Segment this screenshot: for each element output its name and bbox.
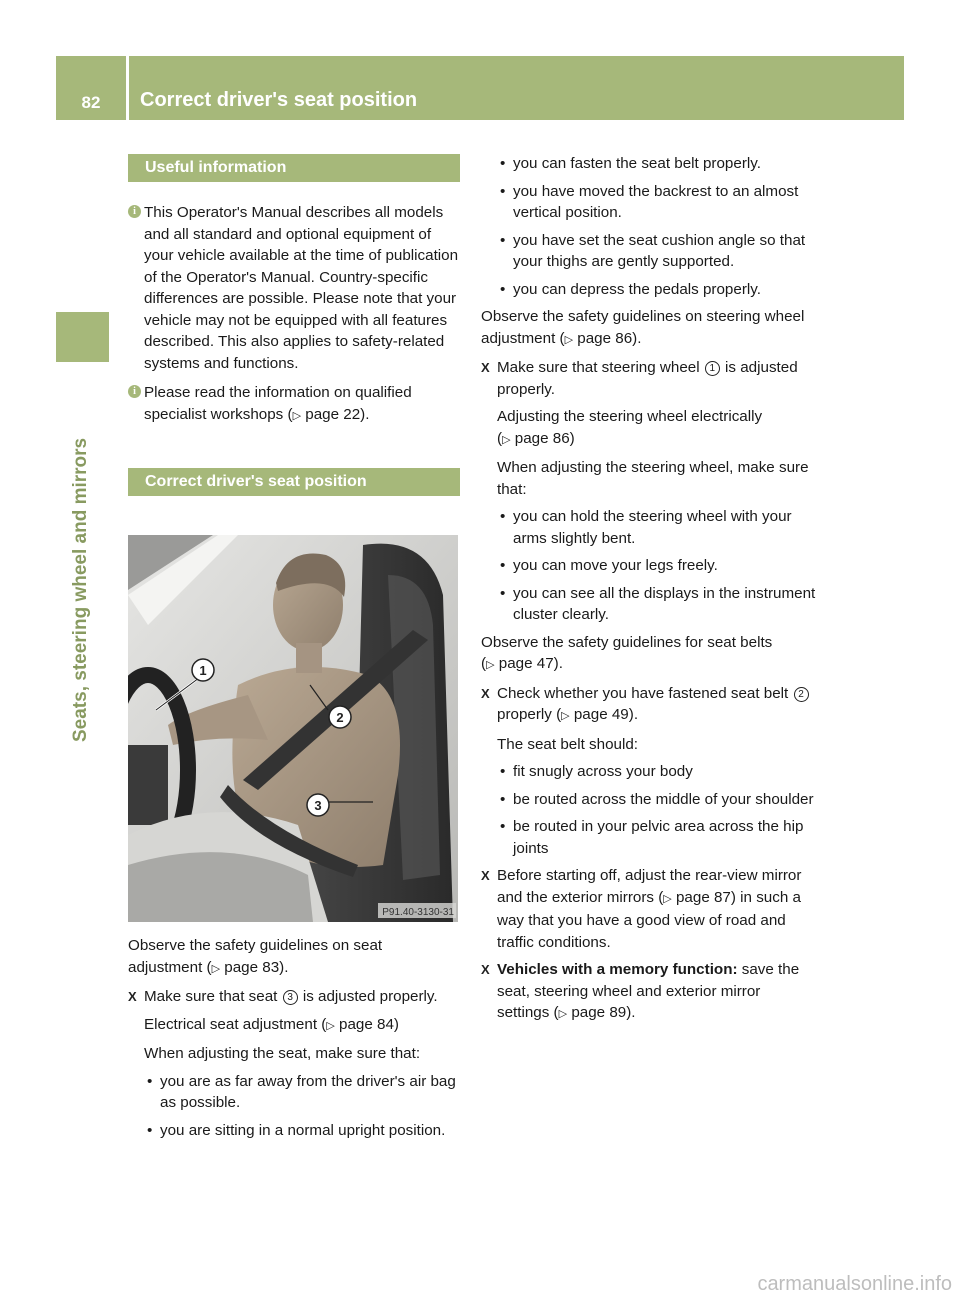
callout-ref: 3 — [283, 990, 298, 1005]
instruction-step: X Before starting off, adjust the rear-view mirror and the exterior mirrors (▷ page 87) in such a way that you have a good view of road and traffic conditions. — [481, 867, 802, 951]
step-marker-icon: X — [481, 685, 490, 701]
info-note — [128, 202, 460, 374]
step-marker-icon: X — [481, 360, 490, 375]
callout-ref: 1 — [705, 361, 720, 376]
instruction-step: X Vehicles with a memory function: save the seat, steering wheel and exterior mirror settings (▷ page 89). — [481, 961, 800, 1021]
left-column-bottom — [128, 935, 460, 1141]
instruction-step: X Make sure that steering wheel 1 is adjusted properly. Adjusting the steering wheel electrically (▷ page 86) When adjusting the steering wheel, make sure that: — [481, 359, 809, 498]
svg-text:1: 1 — [199, 663, 207, 678]
callout-1 — [192, 659, 214, 681]
callout-ref: 2 — [794, 687, 809, 702]
bullet-item: • you are as far away from the driver's air bag as possible. — [147, 1072, 456, 1111]
left-column-top — [128, 154, 460, 496]
page-number-box — [56, 56, 126, 120]
page-ref-link[interactable]: page 84) — [339, 1015, 399, 1033]
bullet-item: • you can depress the pedals properly. — [500, 280, 761, 298]
bullet-item: • you have moved the backrest to an almost vertical position. — [500, 182, 799, 221]
page-ref-arrow-icon: ▷ — [292, 409, 302, 422]
callout-3 — [307, 794, 329, 816]
page-ref-link[interactable]: page 83). — [224, 958, 289, 976]
bullet-item: • you have set the seat cushion angle so that your thighs are gently supported. — [500, 231, 806, 270]
paragraph: Observe the safety guidelines on seat adjustment (▷ page 83). — [128, 937, 383, 976]
section-heading-seat: Correct driver's seat position — [128, 468, 460, 496]
callout-2 — [329, 706, 351, 728]
bullet-item: • you are sitting in a normal upright position. — [147, 1121, 446, 1139]
bullet-item: • fit snugly across your body — [500, 763, 693, 780]
info-icon: i — [128, 205, 141, 218]
paragraph: Observe the safety guidelines on steering wheel adjustment (▷ page 86). — [481, 308, 805, 347]
page-ref-link[interactable]: page 47). — [498, 655, 563, 672]
info-icon: i — [128, 385, 141, 398]
step-marker-icon: X — [481, 962, 490, 977]
step-marker-icon: X — [128, 989, 137, 1004]
figure-code: P91.40-3130-31 — [382, 907, 454, 918]
page-ref-link[interactable]: page 86). — [577, 329, 642, 347]
bullet-item: • be routed in your pelvic area across the hip joints — [500, 818, 804, 857]
paragraph: Observe the safety guidelines for seat belts (▷ page 47). — [481, 633, 773, 672]
bullet-item: • be routed across the middle of your shoulder — [500, 790, 814, 808]
step-marker-icon: X — [481, 868, 490, 883]
page-ref-link[interactable]: page 22). — [305, 405, 370, 423]
page-ref-arrow-icon: ▷ — [326, 1019, 335, 1032]
seat-position-illustration — [128, 535, 458, 922]
page-ref-arrow-icon: ▷ — [502, 433, 511, 446]
watermark: carmanualsonline.info — [757, 1273, 952, 1295]
page-ref-arrow-icon: ▷ — [211, 962, 221, 975]
page-ref-arrow-icon: ▷ — [486, 659, 495, 671]
right-column — [481, 153, 816, 1026]
page-header — [129, 56, 904, 120]
info-note — [128, 382, 460, 427]
page-ref-arrow-icon: ▷ — [663, 892, 672, 905]
page-title: Correct driver's seat position — [140, 89, 418, 111]
info-text: This Operator's Manual describes all models and all standard and optional equipment of your vehicle available at the time of publication of the Operator's Manual. Country-specific differences are possible. Please note that your vehicle may not be equipped with all features described. This also applies to safety-related systems and functions. — [144, 204, 459, 372]
svg-text:2: 2 — [336, 710, 344, 725]
section-heading-useful: Useful information — [128, 154, 460, 182]
page-ref-link[interactable]: page 89). — [571, 1004, 636, 1021]
info-text: Please read the information on qualified specialist workshops (▷ page 22). — [144, 384, 412, 423]
page-ref-link[interactable]: page 49). — [573, 706, 639, 723]
svg-text:3: 3 — [314, 798, 322, 813]
page-ref-link[interactable]: page 87) in such a way that you have a good view of road and traffic conditions. — [497, 888, 801, 951]
bullet-item: • you can hold the steering wheel with your arms slightly bent. — [500, 508, 792, 547]
seat-illustration-svg — [128, 535, 458, 922]
page-ref-link[interactable]: page 86) — [514, 429, 575, 447]
page-ref-arrow-icon: ▷ — [564, 333, 574, 346]
bullet-item: • you can see all the displays in the instrument cluster clearly. — [500, 584, 816, 623]
page-number: 82 — [81, 93, 101, 112]
instruction-step: X Make sure that seat 3 is adjusted properly. Electrical seat adjustment (▷ page 84) When adjusting the seat, make sure that: — [128, 988, 438, 1062]
bullet-item: • you can move your legs freely. — [500, 557, 718, 574]
instruction-step: X Check whether you have fastened seat belt 2 properly (▷ page 49). The seat belt should: — [481, 683, 816, 756]
page-ref-arrow-icon: ▷ — [561, 710, 570, 722]
page-ref-arrow-icon: ▷ — [558, 1008, 568, 1020]
chapter-label: Seats, steering wheel and mirrors — [70, 437, 91, 742]
chapter-tab — [56, 312, 109, 362]
bullet-item: • you can fasten the seat belt properly. — [500, 155, 761, 172]
